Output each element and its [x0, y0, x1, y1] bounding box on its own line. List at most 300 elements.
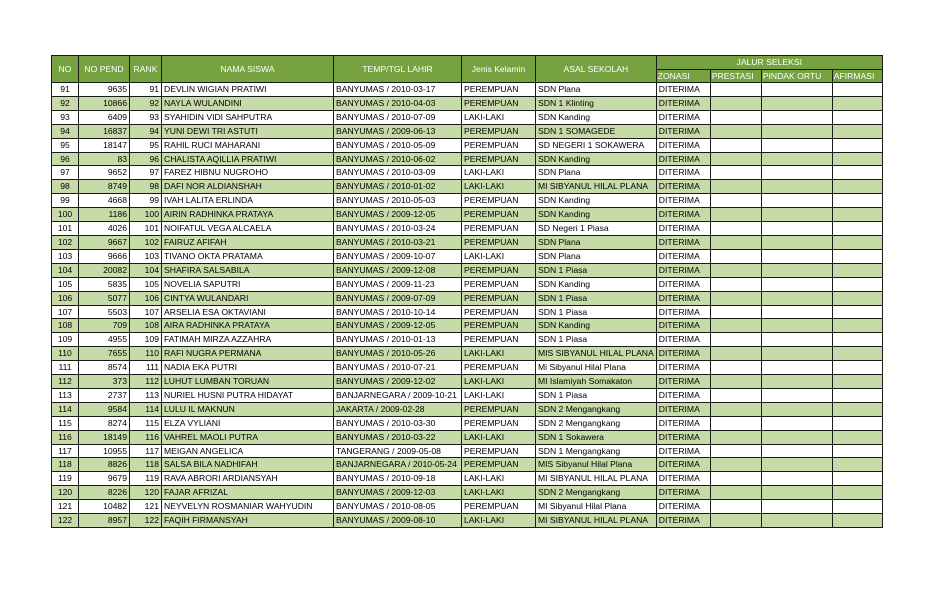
- cell-asal-sekolah: SDN 1 Mengangkang: [536, 444, 657, 458]
- cell-jenis-kelamin: LAKI-LAKI: [462, 166, 536, 180]
- cell-pindak-ortu: [761, 291, 832, 305]
- cell-afirmasi: [832, 277, 882, 291]
- cell-no-pend: 8274: [79, 416, 130, 430]
- cell-asal-sekolah: SDN 1 Piasa: [536, 388, 657, 402]
- header-pindak-ortu: PINDAK ORTU: [761, 70, 832, 83]
- cell-asal-sekolah: SDN Plana: [536, 166, 657, 180]
- table-row: [52, 222, 883, 236]
- cell-no: 98: [52, 180, 79, 194]
- cell-prestasi: [710, 222, 761, 236]
- cell-no-pend: 7655: [79, 347, 130, 361]
- table-row: [52, 388, 883, 402]
- cell-jenis-kelamin: PEREMPUAN: [462, 152, 536, 166]
- cell-nama-siswa: NAYLA WULANDINI: [162, 96, 334, 110]
- cell-zonasi: DITERIMA: [656, 458, 710, 472]
- cell-afirmasi: [832, 96, 882, 110]
- cell-pindak-ortu: [761, 416, 832, 430]
- cell-rank: 116: [130, 430, 162, 444]
- header-temp-tgl-lahir: TEMP/TGL LAHIR: [334, 56, 462, 83]
- cell-jenis-kelamin: PEREMPUAN: [462, 194, 536, 208]
- cell-asal-sekolah: SDN Kanding: [536, 208, 657, 222]
- cell-afirmasi: [832, 235, 882, 249]
- cell-no: 105: [52, 277, 79, 291]
- cell-no: 117: [52, 444, 79, 458]
- cell-pindak-ortu: [761, 444, 832, 458]
- cell-no-pend: 18147: [79, 138, 130, 152]
- cell-afirmasi: [832, 208, 882, 222]
- cell-nama-siswa: IVAH LALITA ERLINDA: [162, 194, 334, 208]
- cell-zonasi: DITERIMA: [656, 402, 710, 416]
- cell-asal-sekolah: Mi Sibyanul Hilal Plana: [536, 361, 657, 375]
- cell-nama-siswa: NURIEL HUSNI PUTRA HIDAYAT: [162, 388, 334, 402]
- cell-rank: 111: [130, 361, 162, 375]
- cell-nama-siswa: NEYVELYN ROSMANIAR WAHYUDIN: [162, 500, 334, 514]
- cell-asal-sekolah: SDN 1 Piasa: [536, 305, 657, 319]
- cell-pindak-ortu: [761, 333, 832, 347]
- cell-no-pend: 8574: [79, 361, 130, 375]
- cell-temp-tgl-lahir: BANYUMAS / 2009-12-02: [334, 375, 462, 389]
- cell-rank: 117: [130, 444, 162, 458]
- table-row: [52, 138, 883, 152]
- cell-no-pend: 4955: [79, 333, 130, 347]
- cell-zonasi: DITERIMA: [656, 180, 710, 194]
- cell-no: 97: [52, 166, 79, 180]
- cell-rank: 107: [130, 305, 162, 319]
- table-row: [52, 319, 883, 333]
- cell-prestasi: [710, 333, 761, 347]
- cell-asal-sekolah: SDN Kanding: [536, 152, 657, 166]
- cell-no-pend: 5835: [79, 277, 130, 291]
- cell-no-pend: 20082: [79, 263, 130, 277]
- table-row: [52, 514, 883, 528]
- cell-no: 121: [52, 500, 79, 514]
- cell-asal-sekolah: SDN 2 Mengangkang: [536, 416, 657, 430]
- cell-nama-siswa: CHALISTA AQILLIA PRATIWI: [162, 152, 334, 166]
- cell-afirmasi: [832, 180, 882, 194]
- cell-jenis-kelamin: PEREMPUAN: [462, 402, 536, 416]
- cell-nama-siswa: RAHIL RUCI MAHARANI: [162, 138, 334, 152]
- cell-afirmasi: [832, 444, 882, 458]
- cell-prestasi: [710, 124, 761, 138]
- cell-pindak-ortu: [761, 375, 832, 389]
- cell-jenis-kelamin: PEREMPUAN: [462, 458, 536, 472]
- cell-jenis-kelamin: LAKI-LAKI: [462, 430, 536, 444]
- cell-nama-siswa: MEIGAN ANGELICA: [162, 444, 334, 458]
- cell-no: 106: [52, 291, 79, 305]
- cell-afirmasi: [832, 514, 882, 528]
- cell-rank: 122: [130, 514, 162, 528]
- cell-zonasi: DITERIMA: [656, 152, 710, 166]
- cell-zonasi: DITERIMA: [656, 263, 710, 277]
- cell-jenis-kelamin: LAKI-LAKI: [462, 486, 536, 500]
- table-row: [52, 458, 883, 472]
- cell-rank: 100: [130, 208, 162, 222]
- cell-pindak-ortu: [761, 194, 832, 208]
- cell-no: 120: [52, 486, 79, 500]
- cell-rank: 118: [130, 458, 162, 472]
- cell-nama-siswa: TIVANO OKTA PRATAMA: [162, 249, 334, 263]
- cell-rank: 120: [130, 486, 162, 500]
- cell-no-pend: 8957: [79, 514, 130, 528]
- cell-asal-sekolah: MI SIBYANUL HILAL PLANA: [536, 472, 657, 486]
- cell-pindak-ortu: [761, 180, 832, 194]
- cell-zonasi: DITERIMA: [656, 430, 710, 444]
- cell-jenis-kelamin: LAKI-LAKI: [462, 180, 536, 194]
- cell-afirmasi: [832, 166, 882, 180]
- cell-prestasi: [710, 83, 761, 97]
- cell-zonasi: DITERIMA: [656, 347, 710, 361]
- cell-afirmasi: [832, 305, 882, 319]
- cell-pindak-ortu: [761, 152, 832, 166]
- header-asal-sekolah: ASAL SEKOLAH: [536, 56, 657, 83]
- cell-rank: 98: [130, 180, 162, 194]
- cell-nama-siswa: SHAFIRA SALSABILA: [162, 263, 334, 277]
- cell-jenis-kelamin: PEREMPUAN: [462, 83, 536, 97]
- cell-asal-sekolah: MI SIBYANUL HILAL PLANA: [536, 514, 657, 528]
- table-row: [52, 486, 883, 500]
- cell-prestasi: [710, 458, 761, 472]
- cell-prestasi: [710, 388, 761, 402]
- cell-nama-siswa: ELZA VYLIANI: [162, 416, 334, 430]
- cell-afirmasi: [832, 152, 882, 166]
- cell-asal-sekolah: SDN Kanding: [536, 319, 657, 333]
- cell-no: 92: [52, 96, 79, 110]
- table-row: [52, 166, 883, 180]
- cell-afirmasi: [832, 291, 882, 305]
- cell-temp-tgl-lahir: BANYUMAS / 2009-12-08: [334, 263, 462, 277]
- cell-afirmasi: [832, 249, 882, 263]
- cell-zonasi: DITERIMA: [656, 291, 710, 305]
- cell-nama-siswa: DAFI NOR ALDIANSHAH: [162, 180, 334, 194]
- cell-zonasi: DITERIMA: [656, 222, 710, 236]
- cell-no-pend: 6409: [79, 110, 130, 124]
- cell-jenis-kelamin: PEREMPUAN: [462, 277, 536, 291]
- cell-rank: 104: [130, 263, 162, 277]
- cell-rank: 105: [130, 277, 162, 291]
- cell-temp-tgl-lahir: BANYUMAS / 2010-03-17: [334, 83, 462, 97]
- cell-rank: 95: [130, 138, 162, 152]
- cell-afirmasi: [832, 486, 882, 500]
- cell-nama-siswa: FAJAR AFRIZAL: [162, 486, 334, 500]
- cell-no-pend: 709: [79, 319, 130, 333]
- table-row: [52, 208, 883, 222]
- header-afirmasi: AFIRMASI: [832, 70, 882, 83]
- cell-rank: 112: [130, 375, 162, 389]
- cell-temp-tgl-lahir: BANYUMAS / 2009-12-05: [334, 208, 462, 222]
- cell-afirmasi: [832, 500, 882, 514]
- cell-temp-tgl-lahir: JAKARTA / 2009-02-28: [334, 402, 462, 416]
- cell-rank: 113: [130, 388, 162, 402]
- cell-rank: 91: [130, 83, 162, 97]
- cell-nama-siswa: NOIFATUL VEGA ALCAELA: [162, 222, 334, 236]
- cell-nama-siswa: RAFI NUGRA PERMANA: [162, 347, 334, 361]
- cell-asal-sekolah: SDN 2 Mengangkang: [536, 402, 657, 416]
- cell-prestasi: [710, 416, 761, 430]
- cell-zonasi: DITERIMA: [656, 333, 710, 347]
- cell-jenis-kelamin: LAKI-LAKI: [462, 375, 536, 389]
- cell-zonasi: DITERIMA: [656, 305, 710, 319]
- cell-no-pend: 9652: [79, 166, 130, 180]
- cell-asal-sekolah: SDN 1 Sokawera: [536, 430, 657, 444]
- cell-prestasi: [710, 249, 761, 263]
- cell-no-pend: 2737: [79, 388, 130, 402]
- cell-no: 115: [52, 416, 79, 430]
- cell-temp-tgl-lahir: BANYUMAS / 2009-10-07: [334, 249, 462, 263]
- cell-no-pend: 4026: [79, 222, 130, 236]
- cell-zonasi: DITERIMA: [656, 208, 710, 222]
- cell-nama-siswa: FAREZ HIBNU NUGROHO: [162, 166, 334, 180]
- cell-no-pend: 8226: [79, 486, 130, 500]
- cell-rank: 121: [130, 500, 162, 514]
- cell-jenis-kelamin: PEREMPUAN: [462, 333, 536, 347]
- cell-pindak-ortu: [761, 96, 832, 110]
- cell-pindak-ortu: [761, 249, 832, 263]
- table-row: [52, 263, 883, 277]
- cell-no-pend: 16837: [79, 124, 130, 138]
- cell-zonasi: DITERIMA: [656, 249, 710, 263]
- cell-prestasi: [710, 138, 761, 152]
- cell-pindak-ortu: [761, 110, 832, 124]
- header-jalur-seleksi: JALUR SELEKSI: [656, 56, 882, 70]
- cell-temp-tgl-lahir: BANYUMAS / 2009-07-09: [334, 291, 462, 305]
- cell-temp-tgl-lahir: BANYUMAS / 2009-06-13: [334, 124, 462, 138]
- cell-asal-sekolah: SDN 1 Piasa: [536, 291, 657, 305]
- cell-afirmasi: [832, 222, 882, 236]
- cell-no-pend: 83: [79, 152, 130, 166]
- cell-temp-tgl-lahir: BANYUMAS / 2010-05-09: [334, 138, 462, 152]
- cell-zonasi: DITERIMA: [656, 277, 710, 291]
- cell-jenis-kelamin: PEREMPUAN: [462, 138, 536, 152]
- cell-nama-siswa: ARSELIA ESA OKTAVIANI: [162, 305, 334, 319]
- cell-asal-sekolah: SDN Kanding: [536, 194, 657, 208]
- cell-asal-sekolah: SDN 1 SOMAGEDE: [536, 124, 657, 138]
- table-row: [52, 305, 883, 319]
- cell-afirmasi: [832, 319, 882, 333]
- cell-prestasi: [710, 235, 761, 249]
- cell-afirmasi: [832, 194, 882, 208]
- cell-no-pend: 9667: [79, 235, 130, 249]
- cell-no: 111: [52, 361, 79, 375]
- cell-rank: 103: [130, 249, 162, 263]
- cell-prestasi: [710, 194, 761, 208]
- cell-no: 93: [52, 110, 79, 124]
- cell-rank: 114: [130, 402, 162, 416]
- table-row: [52, 500, 883, 514]
- cell-nama-siswa: YUNI DEWI TRI ASTUTI: [162, 124, 334, 138]
- cell-zonasi: DITERIMA: [656, 110, 710, 124]
- cell-nama-siswa: FATIMAH MIRZA AZZAHRA: [162, 333, 334, 347]
- cell-rank: 102: [130, 235, 162, 249]
- cell-no-pend: 10866: [79, 96, 130, 110]
- cell-temp-tgl-lahir: BANYUMAS / 2010-03-24: [334, 222, 462, 236]
- cell-pindak-ortu: [761, 514, 832, 528]
- cell-no-pend: 4668: [79, 194, 130, 208]
- cell-rank: 101: [130, 222, 162, 236]
- cell-prestasi: [710, 291, 761, 305]
- table-row: [52, 194, 883, 208]
- header-no-pend: NO PEND: [79, 56, 130, 83]
- cell-no: 100: [52, 208, 79, 222]
- cell-zonasi: DITERIMA: [656, 319, 710, 333]
- cell-temp-tgl-lahir: BANYUMAS / 2010-05-26: [334, 347, 462, 361]
- cell-nama-siswa: VAHREL MAOLI PUTRA: [162, 430, 334, 444]
- cell-no-pend: 373: [79, 375, 130, 389]
- cell-jenis-kelamin: PEREMPUAN: [462, 208, 536, 222]
- table-row: [52, 361, 883, 375]
- cell-pindak-ortu: [761, 83, 832, 97]
- table-row: [52, 110, 883, 124]
- cell-afirmasi: [832, 472, 882, 486]
- cell-prestasi: [710, 514, 761, 528]
- cell-no: 122: [52, 514, 79, 528]
- table-row: [52, 430, 883, 444]
- cell-rank: 110: [130, 347, 162, 361]
- cell-jenis-kelamin: PEREMPUAN: [462, 361, 536, 375]
- cell-pindak-ortu: [761, 500, 832, 514]
- cell-zonasi: DITERIMA: [656, 444, 710, 458]
- cell-nama-siswa: LULU IL MAKNUN: [162, 402, 334, 416]
- cell-asal-sekolah: SDN 1 Klinting: [536, 96, 657, 110]
- cell-temp-tgl-lahir: BANYUMAS / 2010-03-09: [334, 166, 462, 180]
- cell-no: 103: [52, 249, 79, 263]
- cell-temp-tgl-lahir: BANYUMAS / 2010-08-05: [334, 500, 462, 514]
- header-nama-siswa: NAMA SISWA: [162, 56, 334, 83]
- table-row: [52, 472, 883, 486]
- cell-pindak-ortu: [761, 486, 832, 500]
- cell-nama-siswa: FAQIH FIRMANSYAH: [162, 514, 334, 528]
- cell-no: 91: [52, 83, 79, 97]
- cell-zonasi: DITERIMA: [656, 388, 710, 402]
- cell-pindak-ortu: [761, 166, 832, 180]
- cell-jenis-kelamin: LAKI-LAKI: [462, 514, 536, 528]
- cell-afirmasi: [832, 83, 882, 97]
- cell-temp-tgl-lahir: BANJARNEGARA / 2010-05-24: [334, 458, 462, 472]
- cell-asal-sekolah: SDN 2 Mengangkang: [536, 486, 657, 500]
- table-row: [52, 180, 883, 194]
- cell-pindak-ortu: [761, 138, 832, 152]
- cell-no: 96: [52, 152, 79, 166]
- cell-asal-sekolah: SDN Kanding: [536, 110, 657, 124]
- cell-jenis-kelamin: PEREMPUAN: [462, 500, 536, 514]
- cell-nama-siswa: NADIA EKA PUTRI: [162, 361, 334, 375]
- cell-no-pend: 8749: [79, 180, 130, 194]
- cell-rank: 94: [130, 124, 162, 138]
- cell-jenis-kelamin: LAKI-LAKI: [462, 249, 536, 263]
- cell-prestasi: [710, 472, 761, 486]
- cell-afirmasi: [832, 347, 882, 361]
- cell-temp-tgl-lahir: BANYUMAS / 2010-06-02: [334, 152, 462, 166]
- cell-zonasi: DITERIMA: [656, 83, 710, 97]
- cell-temp-tgl-lahir: BANYUMAS / 2010-10-14: [334, 305, 462, 319]
- cell-temp-tgl-lahir: BANYUMAS / 2010-05-03: [334, 194, 462, 208]
- cell-nama-siswa: RAVA ABRORI ARDIANSYAH: [162, 472, 334, 486]
- cell-afirmasi: [832, 138, 882, 152]
- table-row: [52, 375, 883, 389]
- selection-result-table: [51, 55, 883, 528]
- cell-rank: 115: [130, 416, 162, 430]
- cell-no: 102: [52, 235, 79, 249]
- cell-no: 110: [52, 347, 79, 361]
- cell-pindak-ortu: [761, 124, 832, 138]
- cell-jenis-kelamin: PEREMPUAN: [462, 319, 536, 333]
- cell-rank: 109: [130, 333, 162, 347]
- table-row: [52, 347, 883, 361]
- cell-no-pend: 9584: [79, 402, 130, 416]
- cell-zonasi: DITERIMA: [656, 375, 710, 389]
- cell-no: 113: [52, 388, 79, 402]
- cell-asal-sekolah: SDN 1 Piasa: [536, 263, 657, 277]
- cell-no: 107: [52, 305, 79, 319]
- cell-afirmasi: [832, 402, 882, 416]
- cell-no-pend: 9666: [79, 249, 130, 263]
- cell-prestasi: [710, 96, 761, 110]
- cell-asal-sekolah: SDN Plana: [536, 249, 657, 263]
- cell-nama-siswa: LUHUT LUMBAN TORUAN: [162, 375, 334, 389]
- cell-jenis-kelamin: PEREMPUAN: [462, 416, 536, 430]
- cell-afirmasi: [832, 110, 882, 124]
- cell-asal-sekolah: SDN Plana: [536, 235, 657, 249]
- cell-jenis-kelamin: PEREMPUAN: [462, 96, 536, 110]
- cell-no: 109: [52, 333, 79, 347]
- cell-jenis-kelamin: PEREMPUAN: [462, 124, 536, 138]
- cell-asal-sekolah: MI Islamiyah Somakaton: [536, 375, 657, 389]
- cell-pindak-ortu: [761, 458, 832, 472]
- cell-pindak-ortu: [761, 472, 832, 486]
- cell-no: 94: [52, 124, 79, 138]
- table-row: [52, 291, 883, 305]
- table-row: [52, 124, 883, 138]
- cell-no-pend: 5503: [79, 305, 130, 319]
- cell-no-pend: 10955: [79, 444, 130, 458]
- cell-pindak-ortu: [761, 222, 832, 236]
- cell-no-pend: 8826: [79, 458, 130, 472]
- cell-zonasi: DITERIMA: [656, 472, 710, 486]
- cell-zonasi: DITERIMA: [656, 124, 710, 138]
- cell-prestasi: [710, 277, 761, 291]
- cell-rank: 108: [130, 319, 162, 333]
- cell-temp-tgl-lahir: BANYUMAS / 2010-03-30: [334, 416, 462, 430]
- table-row: [52, 152, 883, 166]
- cell-no-pend: 9635: [79, 83, 130, 97]
- cell-no: 114: [52, 402, 79, 416]
- cell-zonasi: DITERIMA: [656, 166, 710, 180]
- cell-no: 101: [52, 222, 79, 236]
- table-row: [52, 402, 883, 416]
- cell-pindak-ortu: [761, 319, 832, 333]
- table-row: [52, 235, 883, 249]
- cell-afirmasi: [832, 458, 882, 472]
- cell-nama-siswa: CINTYA WULANDARI: [162, 291, 334, 305]
- cell-no: 104: [52, 263, 79, 277]
- cell-zonasi: DITERIMA: [656, 486, 710, 500]
- cell-asal-sekolah: MI Sibyanul Hilal Plana: [536, 500, 657, 514]
- cell-zonasi: DITERIMA: [656, 194, 710, 208]
- cell-jenis-kelamin: PEREMPUAN: [462, 305, 536, 319]
- cell-pindak-ortu: [761, 235, 832, 249]
- header-prestasi: PRESTASI: [710, 70, 761, 83]
- cell-asal-sekolah: SDN Plana: [536, 83, 657, 97]
- cell-afirmasi: [832, 430, 882, 444]
- cell-no-pend: 1186: [79, 208, 130, 222]
- cell-temp-tgl-lahir: BANYUMAS / 2010-09-18: [334, 472, 462, 486]
- cell-temp-tgl-lahir: BANYUMAS / 2009-12-03: [334, 486, 462, 500]
- cell-afirmasi: [832, 388, 882, 402]
- cell-pindak-ortu: [761, 361, 832, 375]
- cell-rank: 106: [130, 291, 162, 305]
- cell-pindak-ortu: [761, 430, 832, 444]
- cell-nama-siswa: SALSA BILA NADHIFAH: [162, 458, 334, 472]
- cell-jenis-kelamin: PEREMPUAN: [462, 444, 536, 458]
